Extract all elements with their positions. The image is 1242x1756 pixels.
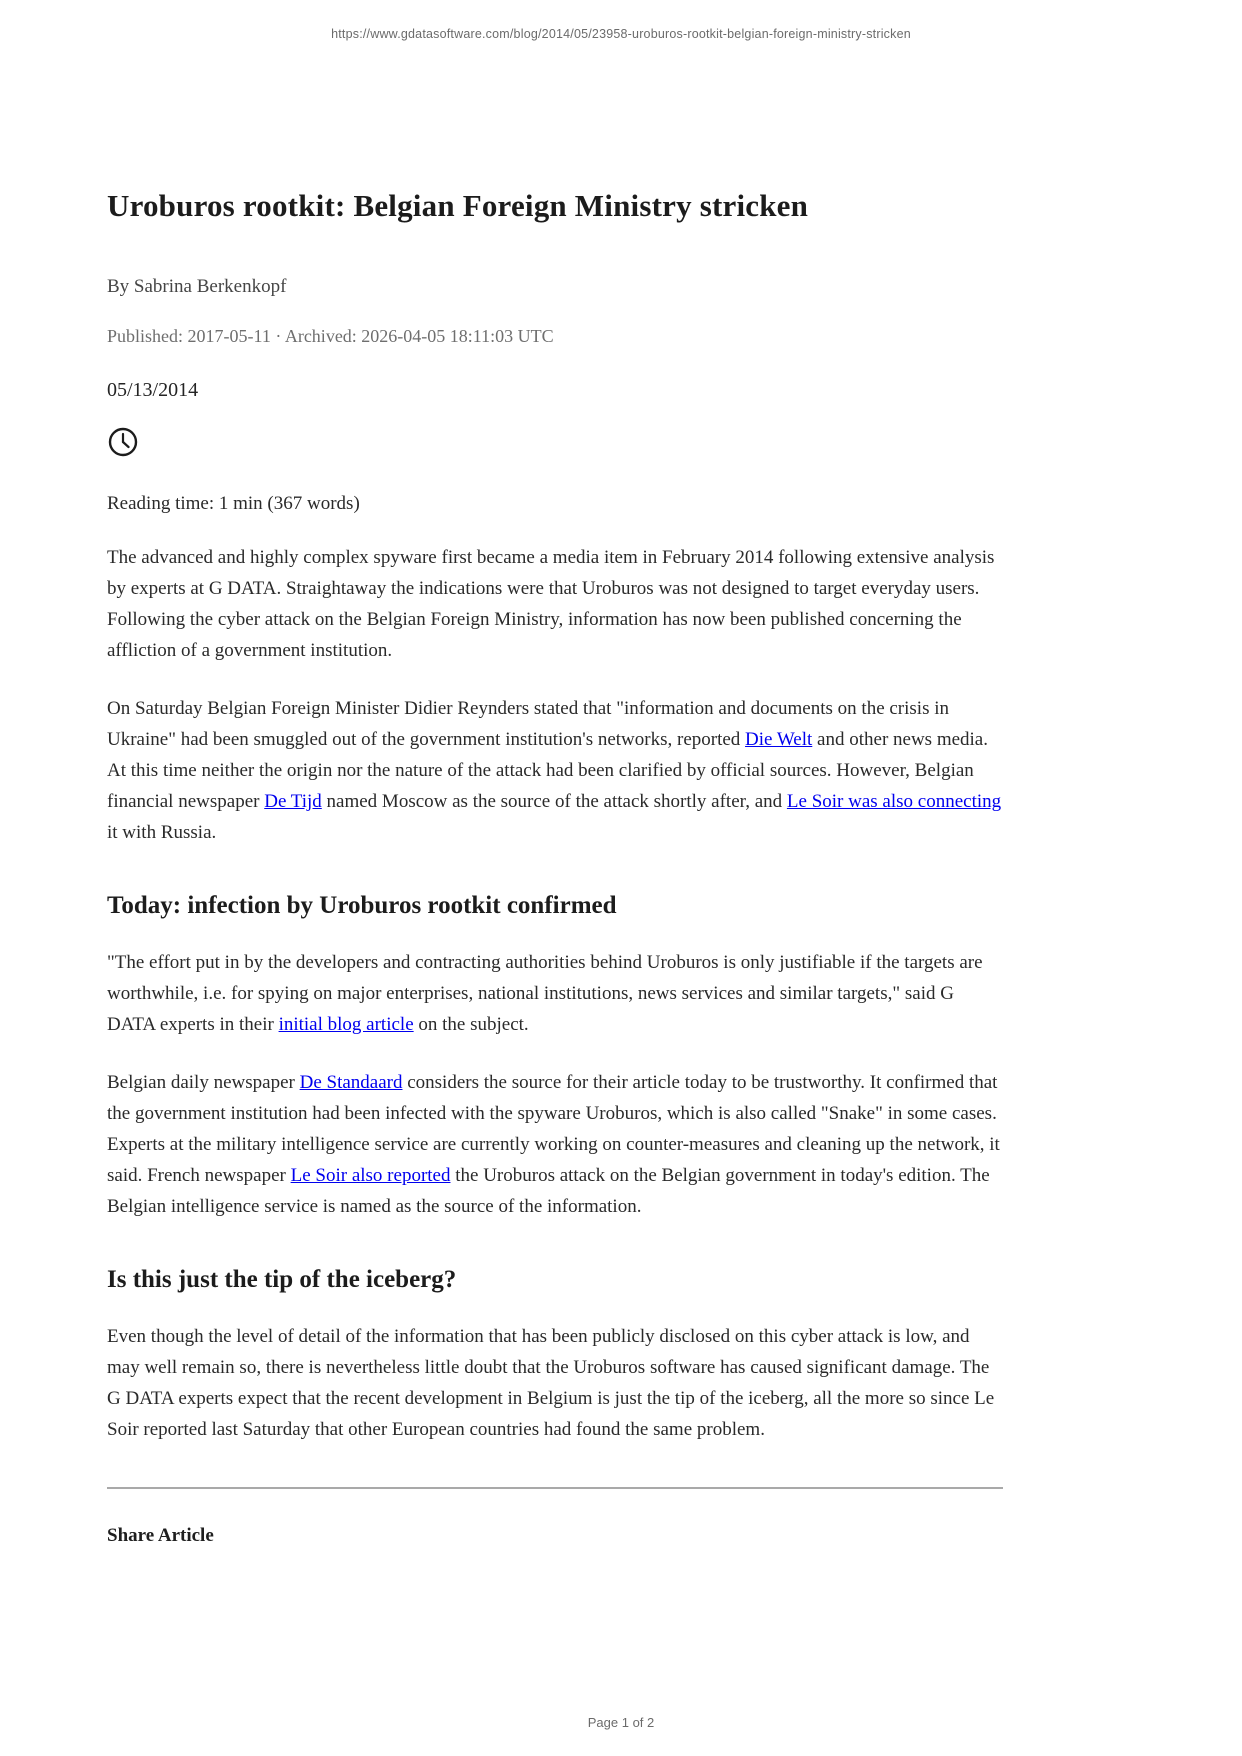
page-title: Uroburos rootkit: Belgian Foreign Ministry stricken [107,188,809,223]
section-heading: Is this just the tip of the iceberg? [107,1266,457,1293]
text-run: Belgian daily newspaper [107,1072,300,1093]
reading-time: Reading time: 1 min (367 words) [107,493,360,514]
article-byline: By Sabrina Berkenkopf [107,276,287,297]
text-run: it with Russia. [107,822,217,843]
text-run: Even though the level of detail of the information that has been publicly disclosed on this cyber attack is low, and may well remain so, there is nevertheless little doubt that the Uroburos software has caused significant damage. The G DATA experts expect that the recent development in Belgium is just the tip of the iceberg, all the more so since Le Soir reported last Saturday that other European countries had found the same problem. [107,1326,995,1440]
article-body [107,542,1003,1445]
inline-link[interactable]: initial blog article [278,1014,414,1035]
paragraph [107,1067,1003,1222]
article-content [107,0,1003,1547]
article-date: 05/13/2014 [107,379,199,401]
paragraph [107,542,1003,666]
inline-link[interactable]: De Tijd [264,791,322,812]
text-run: and other news media. At this time neither the origin nor the nature of the attack had been clarified by official sources. However, Belgian financial newspaper [107,729,988,812]
text-run: The advanced and highly complex spyware first became a media item in February 2014 following extensive analysis by experts at G DATA. Straightaway the indications were that Uroburos was not designed to target everyday users. Following the cyber attack on the Belgian Foreign Ministry, information has now been published concerning the affliction of a government institution. [107,547,995,661]
inline-link[interactable]: De Standaard [299,1072,403,1093]
article-published-archived-meta: Published: 2017-05-11 · Archived: 2026-04-05 18:11:03 UTC [107,326,554,346]
inline-link[interactable]: Le Soir was also connecting [786,791,1002,812]
paragraph [107,1321,1003,1445]
page-number: Page 1 of 2 [587,1715,655,1730]
section-divider [107,1487,1003,1489]
text-run: "The effort put in by the developers and contracting authorities behind Uroburos is only justifiable if the targets are worthwhile, i.e. for spying on major enterprises, national institutions, news services and similar targets," said G DATA experts in their [107,952,983,1035]
text-run: considers the source for their article today to be trustworthy. It confirmed that the government institution had been infected with the spyware Uroburos, which is also called "Snake" in some cases. Experts at the military intelligence service are currently working on counter-measures and cleaning up the network, it said. French newspaper [107,1072,1000,1186]
text-run: the Uroburos attack on the Belgian government in today's edition. The Belgian intelligence service is named as the source of the information. [107,1165,990,1217]
paragraph [107,693,1003,848]
section-heading: Today: infection by Uroburos rootkit confirmed [107,892,617,919]
text-run: on the subject. [413,1014,529,1035]
text-run: named Moscow as the source of the attack shortly after, and [321,791,787,812]
paragraph [107,947,1003,1040]
share-article-heading: Share Article [107,1525,214,1546]
inline-link[interactable]: Le Soir also reported [290,1165,451,1186]
text-run: On Saturday Belgian Foreign Minister Didier Reynders stated that "information and documents on the crisis in Ukraine" had been smuggled out of the government institution's networks, reported [107,698,950,750]
inline-link[interactable]: Die Welt [745,729,813,750]
print-header-url: https://www.gdatasoftware.com/blog/2014/05/23958-uroburos-rootkit-belgian-foreign-ministry-stricken [331,27,911,41]
clock-icon [107,426,139,458]
